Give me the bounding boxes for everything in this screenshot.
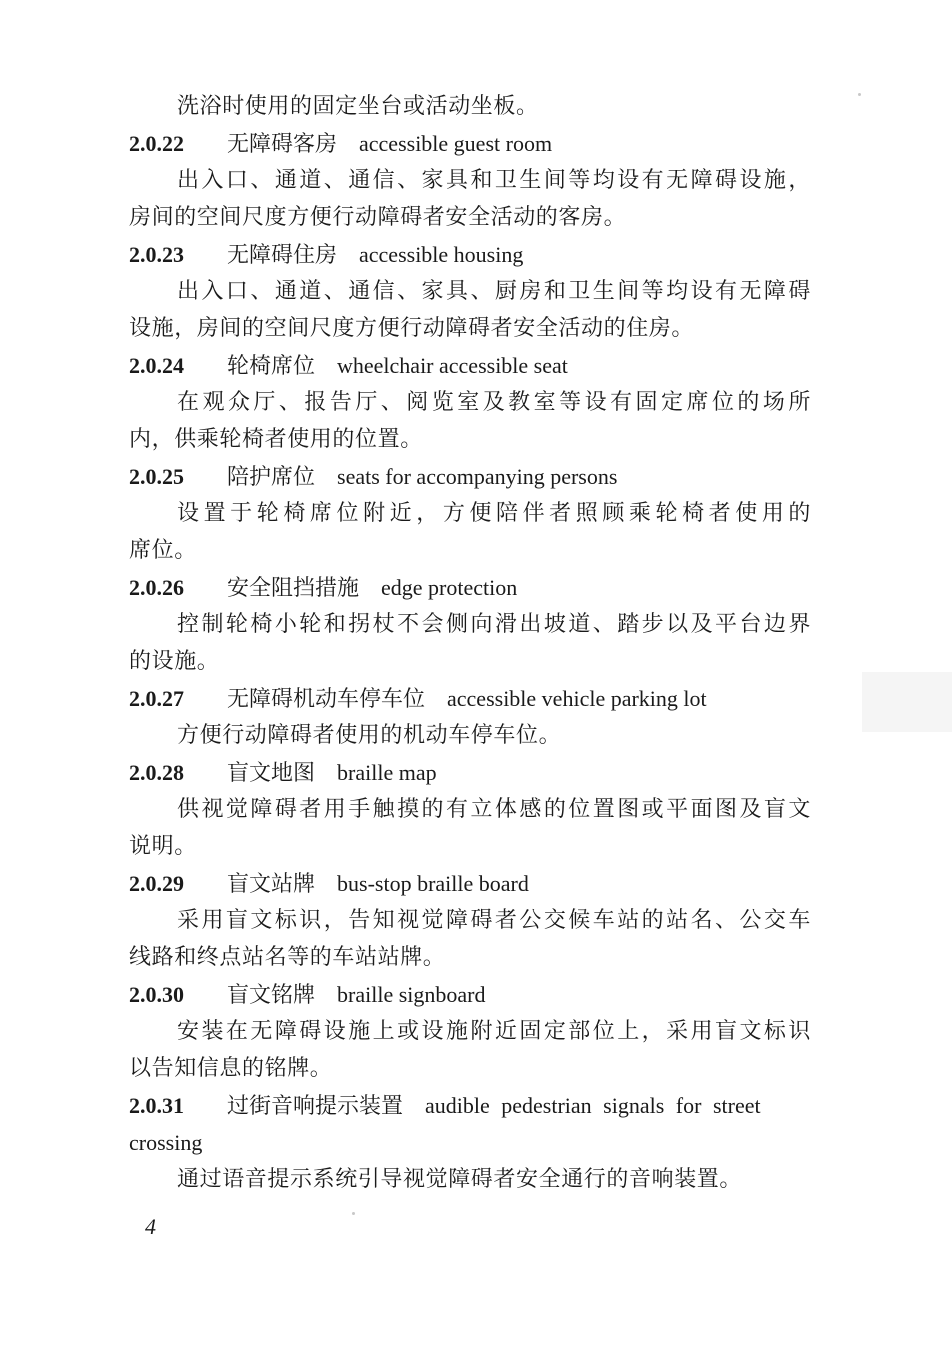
term-heading-2-0-29 xyxy=(129,865,811,902)
term-heading-2-0-27 xyxy=(129,680,811,717)
term-english: braille map xyxy=(337,760,437,785)
term-english: seats for accompanying persons xyxy=(337,464,618,489)
term-chinese: 盲文地图 xyxy=(227,761,316,786)
term-heading-2-0-26 xyxy=(129,569,811,606)
body-line: 设施，房间的空间尺度方便行动障碍者安全活动的住房。 xyxy=(129,316,695,341)
body-line: 出入口、通道、通信、家具、厨房和卫生间等均设有无障碍 xyxy=(177,279,811,304)
body-line: 采用盲文标识，告知视觉障碍者公交候车站的站名、公交车 xyxy=(177,908,811,933)
term-heading-2-0-24 xyxy=(129,347,811,384)
term-english: accessible housing xyxy=(359,242,524,267)
term-chinese: 盲文站牌 xyxy=(227,872,316,897)
term-heading-2-0-28 xyxy=(129,754,811,791)
body-line: 通过语音提示系统引导视觉障碍者安全通行的音响装置。 xyxy=(177,1167,743,1192)
term-chinese: 过街音响提示装置 xyxy=(227,1094,404,1119)
scan-speck xyxy=(858,93,861,96)
term-chinese: 盲文铭牌 xyxy=(227,983,316,1008)
term-heading-2-0-23 xyxy=(129,236,811,273)
body-line: 房间的空间尺度方便行动障碍者安全活动的客房。 xyxy=(129,205,627,230)
body-line: 安装在无障碍设施上或设施附近固定部位上，采用盲文标识 xyxy=(177,1019,811,1044)
body-line: 席位。 xyxy=(129,538,197,563)
term-number: 2.0.29 xyxy=(129,871,184,896)
term-english: crossing xyxy=(129,1130,203,1155)
term-english: audible pedestrian signals for street xyxy=(425,1093,761,1118)
body-line: 以告知信息的铭牌。 xyxy=(129,1056,333,1081)
term-heading-2-0-25 xyxy=(129,458,811,495)
page-number: 4 xyxy=(145,1214,156,1239)
term-chinese: 安全阻挡措施 xyxy=(227,576,360,601)
term-english: bus-stop braille board xyxy=(337,871,529,896)
body-line: 控制轮椅小轮和拐杖不会侧向滑出坡道、踏步以及平台边界 xyxy=(177,612,811,637)
term-number: 2.0.30 xyxy=(129,982,184,1007)
term-number: 2.0.27 xyxy=(129,686,184,711)
term-number: 2.0.26 xyxy=(129,575,184,600)
term-chinese: 轮椅席位 xyxy=(227,354,316,379)
term-chinese: 无障碍客房 xyxy=(227,132,338,157)
scan-edge-mark xyxy=(862,672,952,732)
term-chinese: 无障碍住房 xyxy=(227,243,338,268)
body-line: 设置于轮椅席位附近，方便陪伴者照顾乘轮椅者使用的 xyxy=(177,501,811,526)
body-line: 出入口、通道、通信、家具和卫生间等均设有无障碍设施， xyxy=(177,168,811,193)
term-english: braille signboard xyxy=(337,982,486,1007)
term-chinese: 陪护席位 xyxy=(227,465,316,490)
term-heading-2-0-22 xyxy=(129,125,811,162)
term-heading-2-0-31 xyxy=(129,1087,811,1124)
scan-speck xyxy=(352,1212,355,1215)
term-english: accessible vehicle parking lot xyxy=(447,686,707,711)
term-english-continued xyxy=(129,1124,811,1161)
term-number: 2.0.31 xyxy=(129,1093,184,1118)
term-number: 2.0.23 xyxy=(129,242,184,267)
term-chinese: 无障碍机动车停车位 xyxy=(227,687,426,712)
term-number: 2.0.22 xyxy=(129,131,184,156)
glossary-text xyxy=(129,88,811,1198)
body-line: 方便行动障碍者使用的机动车停车位。 xyxy=(177,723,562,748)
body-line: 的设施。 xyxy=(129,649,220,674)
term-english: accessible guest room xyxy=(359,131,553,156)
body-line: 线路和终点站名等的车站站牌。 xyxy=(129,945,446,970)
term-heading-2-0-30 xyxy=(129,976,811,1013)
term-english: edge protection xyxy=(381,575,518,600)
body-line: 说明。 xyxy=(129,834,197,859)
term-number: 2.0.24 xyxy=(129,353,184,378)
term-number: 2.0.25 xyxy=(129,464,184,489)
body-line: 在观众厅、报告厅、阅览室及教室等设有固定席位的场所 xyxy=(177,390,811,415)
body-line: 内，供乘轮椅者使用的位置。 xyxy=(129,427,423,452)
body-line: 洗浴时使用的固定坐台或活动坐板。 xyxy=(177,94,539,119)
body-line: 供视觉障碍者用手触摸的有立体感的位置图或平面图及盲文 xyxy=(177,797,811,822)
term-english: wheelchair accessible seat xyxy=(337,353,568,378)
term-number: 2.0.28 xyxy=(129,760,184,785)
